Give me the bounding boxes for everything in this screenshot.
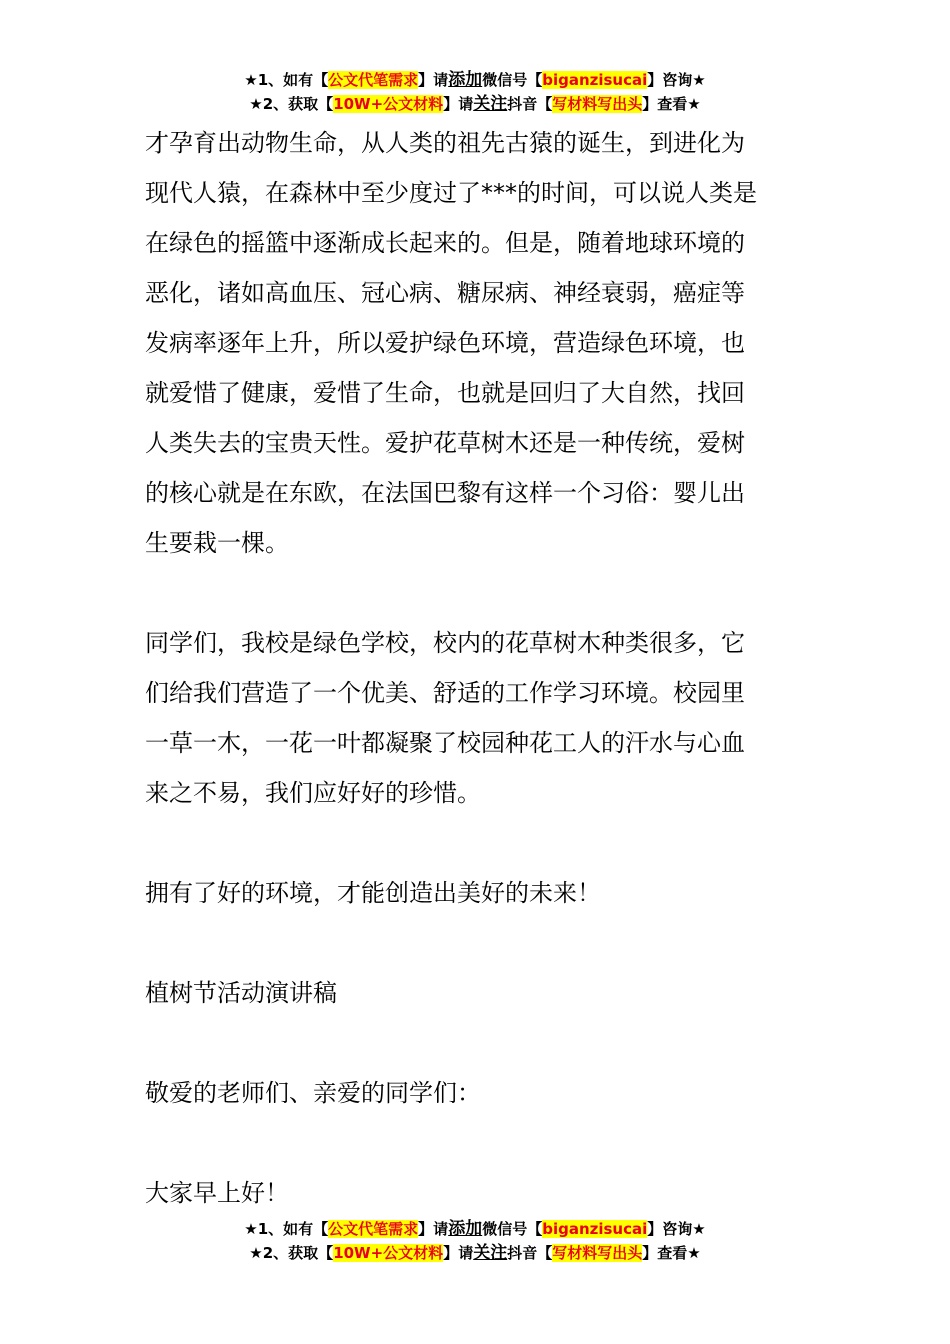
banner-emphasis: 关注 [473, 94, 508, 114]
paragraph-3: 拥有了好的环境，才能创造出美好的未来！ [145, 879, 601, 907]
highlight-service: 公文代笔需求 [328, 1220, 419, 1238]
banner-line-1 [0, 1217, 950, 1241]
banner-line-2 [0, 1241, 950, 1265]
paragraph-gap [145, 818, 815, 868]
banner-text: 】咨询★ [647, 1220, 706, 1238]
paragraph-gap [145, 1118, 815, 1168]
highlight-materials: 10W+公文材料 [333, 95, 444, 113]
paragraph-2 [145, 618, 815, 818]
highlight-wechat-id: biganzisucai [542, 1220, 648, 1238]
banner-text: 】查看★ [642, 95, 701, 113]
banner-emphasis: 添加 [448, 1219, 483, 1239]
banner-text: 微信号【 [482, 71, 543, 89]
greeting: 大家早上好！ [145, 1179, 289, 1207]
salutation: 敬爱的老师们、亲爱的同学们： [145, 1079, 481, 1107]
text-line: 才孕育出动物生命，从人类的祖先古猿的诞生，到进化为 [145, 129, 745, 157]
banner-text: 】请 [418, 1220, 449, 1238]
text-line: 人类失去的宝贵天性。爱护花草树木还是一种传统，爱树 [145, 429, 745, 457]
highlight-materials: 10W+公文材料 [333, 1244, 444, 1262]
header-banner [0, 68, 950, 116]
text-line: 就爱惜了健康，爱惜了生命，也就是回归了大自然，找回 [145, 379, 745, 407]
text-line: 来之不易，我们应好好的珍惜。 [145, 779, 481, 807]
banner-text: 】请 [443, 1244, 474, 1262]
paragraph-gap [145, 918, 815, 968]
banner-text: 】请 [443, 95, 474, 113]
banner-text: ★1、如有【 [244, 1220, 329, 1238]
banner-text: 】请 [418, 71, 449, 89]
paragraph-gap [145, 1018, 815, 1068]
speech-title: 植树节活动演讲稿 [145, 979, 337, 1007]
banner-emphasis: 添加 [448, 70, 483, 90]
highlight-douyin: 写材料写出头 [552, 1244, 643, 1262]
text-line: 同学们，我校是绿色学校，校内的花草树木种类很多，它 [145, 629, 745, 657]
banner-emphasis: 关注 [473, 1243, 508, 1263]
text-line: 一草一木，一花一叶都凝聚了校园种花工人的汗水与心血 [145, 729, 745, 757]
paragraph-1 [145, 118, 815, 568]
text-line: 在绿色的摇篮中逐渐成长起来的。但是，随着地球环境的 [145, 229, 745, 257]
text-line: 们给我们营造了一个优美、舒适的工作学习环境。校园里 [145, 679, 745, 707]
banner-line-1 [0, 68, 950, 92]
paragraph-gap [145, 568, 815, 618]
banner-text: 】查看★ [642, 1244, 701, 1262]
banner-text: 抖音【 [507, 1244, 553, 1262]
text-line: 现代人猿，在森林中至少度过了***的时间，可以说人类是 [145, 179, 757, 207]
text-line: 生要栽一棵。 [145, 529, 289, 557]
text-line: 恶化，诸如高血压、冠心病、糖尿病、神经衰弱，癌症等 [145, 279, 745, 307]
banner-line-2 [0, 92, 950, 116]
text-line: 发病率逐年上升，所以爱护绿色环境，营造绿色环境，也 [145, 329, 745, 357]
banner-text: 抖音【 [507, 95, 553, 113]
banner-text: ★2、获取【 [249, 95, 334, 113]
highlight-service: 公文代笔需求 [328, 71, 419, 89]
banner-text: ★1、如有【 [244, 71, 329, 89]
banner-text: ★2、获取【 [249, 1244, 334, 1262]
banner-text: 】咨询★ [647, 71, 706, 89]
highlight-douyin: 写材料写出头 [552, 95, 643, 113]
banner-text: 微信号【 [482, 1220, 543, 1238]
footer-banner [0, 1217, 950, 1265]
text-line: 的核心就是在东欧，在法国巴黎有这样一个习俗：婴儿出 [145, 479, 745, 507]
document-body [145, 118, 815, 1218]
highlight-wechat-id: biganzisucai [542, 71, 648, 89]
